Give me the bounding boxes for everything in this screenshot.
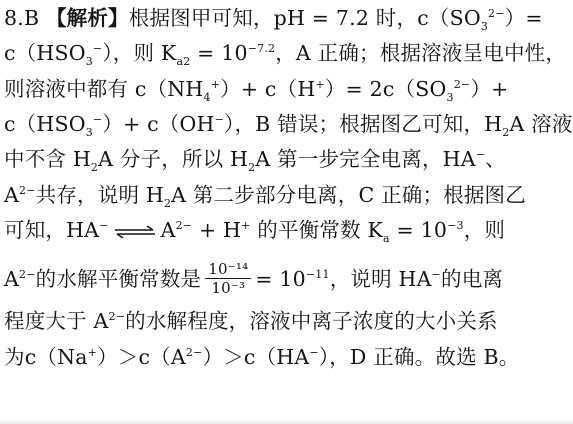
subscript: a2 — [176, 55, 191, 69]
superscript: − — [214, 113, 225, 127]
superscript: + — [87, 346, 98, 360]
text-segment: ）+ c（H — [220, 77, 316, 101]
superscript: − — [92, 113, 103, 127]
subscript: 3 — [85, 55, 93, 69]
solution-line-2 — [4, 40, 567, 69]
subscript: 2 — [502, 126, 510, 140]
scan-shadow — [0, 418, 573, 424]
superscript: 2− — [185, 346, 203, 360]
text-segment: 共存，说明 H — [35, 183, 164, 207]
answer-number: 8.B — [4, 6, 46, 30]
solution-line-7 — [4, 217, 567, 246]
superscript: + — [210, 78, 221, 92]
solution-line-10 — [4, 344, 567, 370]
subscript: 2 — [248, 161, 256, 175]
solution-line-1 — [4, 5, 567, 34]
text-segment: 、 — [485, 147, 506, 171]
text-segment: 中不含 H — [4, 147, 91, 171]
subscript: 2 — [90, 161, 99, 175]
superscript: 2− — [453, 78, 471, 92]
superscript: − — [309, 346, 319, 360]
text-segment: + H — [192, 218, 242, 242]
solution-line-3 — [4, 76, 567, 105]
text-segment: A — [160, 218, 176, 242]
superscript: 2− — [108, 310, 126, 324]
superscript: 2− — [488, 7, 505, 21]
text-segment: ）＞c（HA — [202, 345, 310, 369]
text-segment: A 分子，所以 H — [98, 147, 249, 171]
solution-line-9 — [4, 308, 567, 334]
equilibrium-arrow-icon — [113, 225, 157, 239]
text-segment: A — [4, 267, 20, 291]
text-segment: ），B 错误；根据图乙可知，H — [224, 112, 503, 136]
subscript: a — [383, 232, 390, 246]
fraction-denominator: 10⁻³ — [211, 279, 246, 297]
text-segment: = 10 — [255, 267, 306, 291]
text-segment: A 第一步完全电离，HA — [255, 147, 476, 171]
text-segment: A 第二步部分电离，C 正确；根据图乙 — [171, 183, 526, 207]
text-segment: ），则 K — [102, 41, 177, 65]
subscript: 2 — [163, 197, 172, 211]
text-segment: A 溶液 — [509, 112, 573, 136]
superscript: 2− — [19, 184, 36, 198]
analysis-heading: 【解析】 — [45, 6, 129, 30]
subscript: 4 — [203, 91, 211, 105]
text-segment: ，说明 HA — [329, 267, 432, 291]
superscript: − — [92, 42, 103, 56]
text-segment: 则溶液中都有 c（NH — [4, 77, 204, 101]
text-segment: ）+ c（OH — [102, 112, 215, 136]
subscript: 3 — [446, 91, 454, 105]
superscript: 2− — [175, 219, 193, 233]
superscript: + — [315, 78, 325, 92]
text-segment: = 10 — [190, 41, 248, 65]
fraction-numerator: 10⁻¹⁴ — [205, 260, 251, 279]
text-segment: ）＞c（A — [97, 345, 186, 369]
superscript: − — [475, 148, 486, 162]
text-segment: 的水解程度，溶液中离子浓度的大小关系 — [125, 309, 498, 333]
text-segment: c（HSO — [4, 112, 86, 136]
text-segment: 程度大于 A — [4, 309, 109, 333]
solution-line-8 — [4, 262, 567, 299]
text-segment: ，A 正确；根据溶液呈电中性， — [275, 41, 567, 65]
text-segment: = 10 — [389, 218, 448, 242]
superscript: 2− — [19, 268, 36, 282]
text-segment: ）= 2c（SO — [324, 77, 447, 101]
text-segment: c（HSO — [4, 41, 86, 65]
text-segment: 可知，HA — [4, 218, 100, 242]
text-segment: 的平衡常数 K — [250, 218, 384, 242]
superscript: −11 — [305, 268, 330, 282]
text-segment: ）+ — [470, 77, 509, 101]
superscript: −3 — [447, 219, 464, 233]
solution-line-4 — [4, 111, 573, 140]
text-segment: 根据图甲可知，pH = 7.2 时，c（SO — [128, 6, 481, 30]
text-segment: ，则 — [463, 218, 506, 242]
solution-line-6 — [4, 182, 567, 211]
superscript: − — [99, 219, 109, 233]
solution-line-5 — [4, 146, 567, 175]
hydrolysis-fraction — [205, 260, 251, 297]
text-segment: 的水解平衡常数是 — [35, 267, 202, 291]
superscript: −7.2 — [247, 42, 276, 56]
text-segment: A — [4, 183, 20, 207]
subscript: 3 — [480, 20, 489, 34]
superscript: + — [241, 219, 251, 233]
text-segment: 为c（Na — [4, 345, 88, 369]
text-segment: ）= — [504, 6, 543, 30]
text-segment: ），D 正确。故选 B。 — [318, 345, 520, 369]
subscript: 3 — [85, 126, 93, 140]
superscript: − — [431, 268, 442, 282]
text-segment: 的电离 — [441, 267, 504, 291]
